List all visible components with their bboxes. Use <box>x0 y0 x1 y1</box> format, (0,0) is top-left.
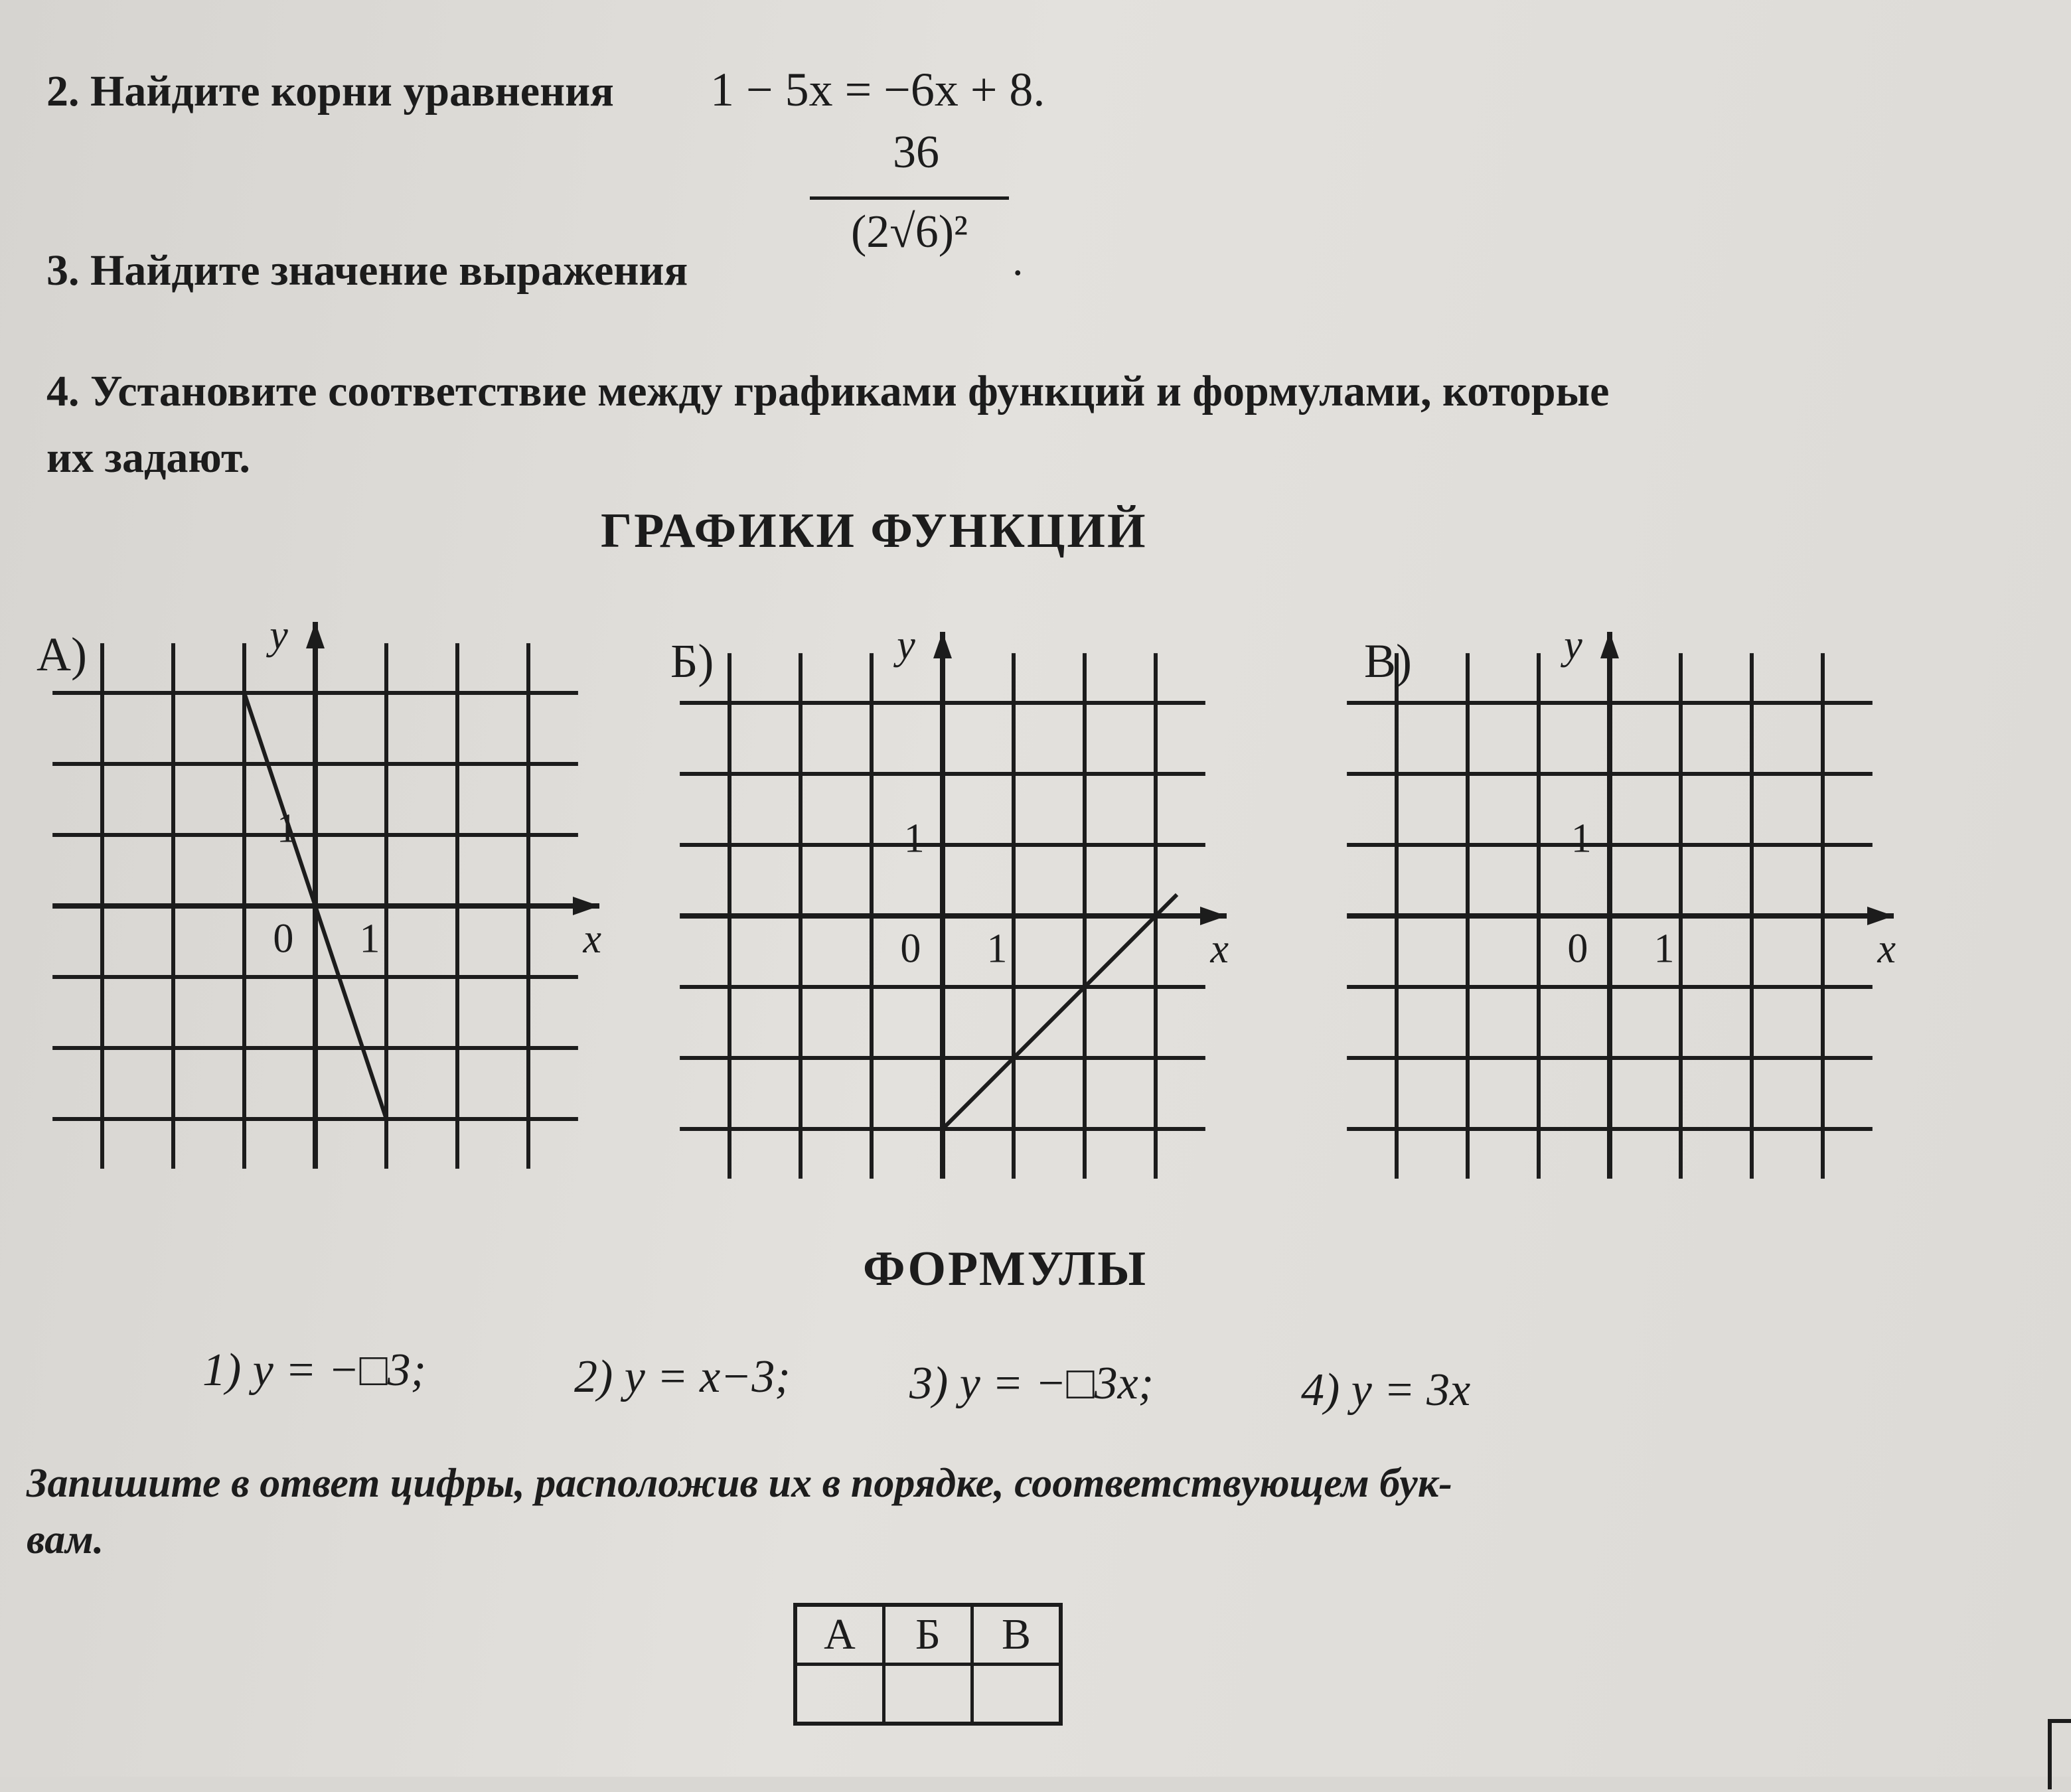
answer-cell-a[interactable] <box>795 1665 884 1724</box>
task3-period: . <box>1012 236 1024 285</box>
y-tick-label: 1 <box>903 816 925 861</box>
answer-cell-b[interactable] <box>884 1665 972 1724</box>
task4-line1: 4. Установите соответствие между графиками функций и формулами, которые <box>46 367 1610 415</box>
task3-text: 3. Найдите значение выражения <box>46 246 688 295</box>
y-axis-arrow <box>306 622 325 648</box>
origin-label: 0 <box>1567 926 1588 972</box>
x-axis-arrow <box>1200 907 1227 925</box>
graph-b-label: Б) <box>670 635 714 688</box>
task2-text: 2. Найдите корни уравнения <box>46 67 614 115</box>
x-axis-arrow <box>1867 907 1894 925</box>
y-tick-label: 1 <box>276 806 297 852</box>
answer-cell-v[interactable] <box>972 1665 1061 1724</box>
x-tick-label: 1 <box>359 916 380 962</box>
answer-header-a: А <box>795 1605 884 1665</box>
task3-numerator: 36 <box>893 127 939 178</box>
origin-label: 0 <box>273 916 294 962</box>
answer-table <box>793 1603 1063 1726</box>
formulas-heading: ФОРМУЛЫ <box>863 1242 1148 1296</box>
formula-4: 4) y = 3x <box>1301 1365 1471 1416</box>
task2-equation: 1 − 5x = −6x + 8. <box>710 63 1045 116</box>
y-axis-label: y <box>897 623 915 668</box>
x-axis-arrow <box>573 897 599 915</box>
task3-denominator: (2√6)² <box>850 206 968 258</box>
graph-v-label: В) <box>1364 635 1412 688</box>
x-axis-label: x <box>1877 927 1896 972</box>
answer-header-row <box>795 1605 1061 1665</box>
y-axis-arrow <box>933 632 952 658</box>
task4-line2: их задают. <box>46 433 250 482</box>
answer-header-v: В <box>972 1605 1061 1665</box>
instruction-line2: вам. <box>27 1517 104 1562</box>
answer-input-row <box>795 1665 1061 1724</box>
y-tick-label: 1 <box>1571 816 1592 861</box>
x-axis-label: x <box>1210 927 1229 972</box>
y-axis-arrow <box>1600 632 1619 658</box>
formula-1: 1) y = −□3; <box>202 1345 426 1396</box>
y-axis-label: y <box>1564 623 1582 668</box>
formula-2: 2) y = x−3; <box>574 1351 791 1402</box>
x-tick-label: 1 <box>1653 926 1675 972</box>
fraction-bar <box>810 196 1009 200</box>
origin-label: 0 <box>900 926 921 972</box>
y-axis-label: y <box>269 613 288 658</box>
graphs-heading: ГРАФИКИ ФУНКЦИЙ <box>601 504 1148 558</box>
function-graph-line <box>943 895 1177 1129</box>
instruction-line1: Запишите в ответ цифры, расположив их в порядке, соответствующем бук- <box>27 1461 1452 1506</box>
page-corner-mark <box>2048 1719 2071 1789</box>
answer-header-b: Б <box>884 1605 972 1665</box>
x-tick-label: 1 <box>986 926 1008 972</box>
graph-a-label: А) <box>37 628 87 681</box>
x-axis-label: x <box>583 917 602 962</box>
formula-3: 3) y = −□3x; <box>909 1358 1154 1409</box>
